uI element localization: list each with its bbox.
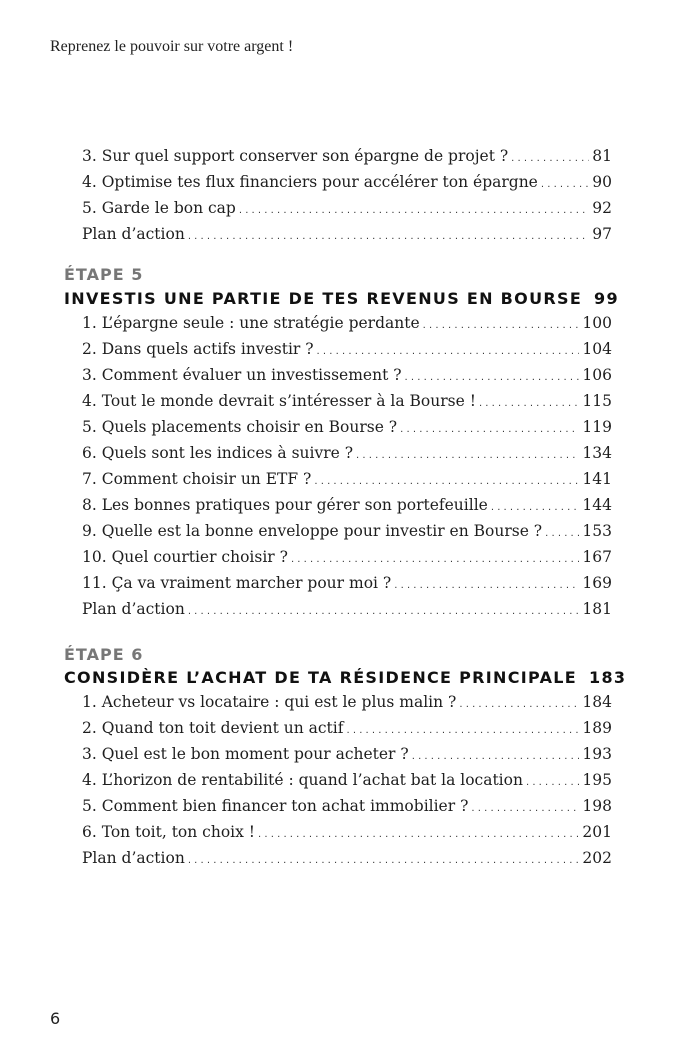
toc-entry-page: 195 — [582, 771, 612, 789]
leader-dots — [545, 528, 579, 539]
toc-entry-title: Plan d’action — [82, 849, 185, 867]
toc-entry[interactable] — [82, 444, 612, 470]
toc-entry[interactable] — [82, 522, 612, 548]
toc-entry[interactable] — [82, 199, 612, 225]
toc-entry[interactable] — [82, 849, 612, 875]
leader-dots — [291, 554, 579, 565]
leader-dots — [459, 699, 579, 710]
leader-dots — [526, 777, 579, 788]
leader-dots — [405, 372, 580, 383]
stage-5-label: ÉTAPE 5 — [64, 265, 144, 284]
toc-entry-page: 167 — [582, 548, 612, 566]
toc-entry-title: 5. Comment bien financer ton achat immobilier ? — [82, 797, 469, 815]
leader-dots — [479, 398, 579, 409]
toc-entry-title: 5. Quels placements choisir en Bourse ? — [82, 418, 398, 436]
toc-entry[interactable] — [82, 574, 612, 600]
toc-entry-page: 115 — [582, 392, 612, 410]
toc-entry[interactable] — [82, 548, 612, 574]
leader-dots — [412, 751, 580, 762]
toc-entry-page: 134 — [582, 444, 612, 462]
running-header: Reprenez le pouvoir sur votre argent ! — [50, 38, 294, 55]
leader-dots — [188, 855, 580, 866]
stage-6-title[interactable] — [64, 668, 627, 687]
toc-entry[interactable] — [82, 823, 612, 849]
toc-entry[interactable] — [82, 745, 612, 771]
toc-entry-page: 104 — [582, 340, 612, 358]
leader-dots — [394, 580, 579, 591]
leader-dots — [423, 320, 580, 331]
leader-dots — [541, 179, 589, 190]
stage-6-title-text: CONSIDÈRE L’ACHAT DE TA RÉSIDENCE PRINCIPALE — [64, 668, 578, 687]
toc-entry-title: 3. Quel est le bon moment pour acheter ? — [82, 745, 409, 763]
leader-dots — [317, 346, 580, 357]
page-number: 6 — [50, 1009, 61, 1028]
toc-entry-title: 11. Ça va vraiment marcher pour moi ? — [82, 574, 392, 592]
leader-dots — [239, 205, 589, 216]
leader-dots — [356, 450, 579, 461]
toc-entry-title: 6. Ton toit, ton choix ! — [82, 823, 256, 841]
toc-entry-title: 2. Dans quels actifs investir ? — [82, 340, 314, 358]
toc-entry-title: 9. Quelle est la bonne enveloppe pour investir en Bourse ? — [82, 522, 543, 540]
leader-dots — [491, 502, 580, 513]
toc-entry-page: 181 — [582, 600, 612, 618]
stage-6-page: 183 — [589, 668, 627, 687]
toc-entry[interactable] — [82, 600, 612, 626]
toc-entry-page: 184 — [582, 693, 612, 711]
toc-entry[interactable] — [82, 147, 612, 173]
toc-entry-title: 8. Les bonnes pratiques pour gérer son portefeuille — [82, 496, 488, 514]
toc-entry-page: 100 — [582, 314, 612, 332]
toc-entry[interactable] — [82, 496, 612, 522]
leader-dots — [400, 424, 579, 435]
toc-entry-title: Plan d’action — [82, 225, 185, 243]
toc-entry[interactable] — [82, 225, 612, 251]
toc-entry-title: 7. Comment choisir un ETF ? — [82, 470, 312, 488]
toc-entry-page: 198 — [582, 797, 612, 815]
toc-entry[interactable] — [82, 693, 612, 719]
toc-entry[interactable] — [82, 340, 612, 366]
toc-entry-page: 189 — [582, 719, 612, 737]
toc-entry-page: 81 — [592, 147, 612, 165]
toc-entry-page: 106 — [582, 366, 612, 384]
toc-entry-title: 5. Garde le bon cap — [82, 199, 236, 217]
leader-dots — [258, 829, 579, 840]
toc-entry-title: 4. Tout le monde devrait s’intéresser à la Bourse ! — [82, 392, 476, 410]
toc-entry-page: 169 — [582, 574, 612, 592]
leader-dots — [346, 725, 579, 736]
toc-entry-page: 193 — [582, 745, 612, 763]
toc-entry-page: 144 — [582, 496, 612, 514]
stage-5-page: 99 — [594, 289, 619, 308]
toc-entry[interactable] — [82, 392, 612, 418]
stage-5-title[interactable] — [64, 289, 619, 308]
toc-entry-title: 2. Quand ton toit devient un actif — [82, 719, 344, 737]
toc-entry-page: 153 — [582, 522, 612, 540]
toc-entry-title: 1. L’épargne seule : une stratégie perdante — [82, 314, 420, 332]
leader-dots — [314, 476, 579, 487]
toc-entry[interactable] — [82, 470, 612, 496]
toc-entry[interactable] — [82, 173, 612, 199]
toc-entry-title: 3. Sur quel support conserver son épargne de projet ? — [82, 147, 509, 165]
toc-entry-page: 92 — [592, 199, 612, 217]
toc-entry-title: Plan d’action — [82, 600, 185, 618]
toc-entry-title: 3. Comment évaluer un investissement ? — [82, 366, 402, 384]
toc-entry[interactable] — [82, 314, 612, 340]
toc-entry-page: 90 — [592, 173, 612, 191]
toc-entry-page: 202 — [582, 849, 612, 867]
toc-entry[interactable] — [82, 797, 612, 823]
toc-entry[interactable] — [82, 771, 612, 797]
toc-entry[interactable] — [82, 418, 612, 444]
toc-entry-page: 141 — [582, 470, 612, 488]
leader-dots — [511, 153, 589, 164]
toc-entry-page: 97 — [592, 225, 612, 243]
toc-entry-title: 4. L’horizon de rentabilité : quand l’achat bat la location — [82, 771, 523, 789]
toc-entry-title: 4. Optimise tes flux financiers pour accélérer ton épargne — [82, 173, 538, 191]
leader-dots — [471, 803, 579, 814]
toc-entry-page: 119 — [582, 418, 612, 436]
toc-entry-title: 6. Quels sont les indices à suivre ? — [82, 444, 354, 462]
toc-entry[interactable] — [82, 719, 612, 745]
leader-dots — [188, 231, 589, 242]
leader-dots — [188, 606, 580, 617]
stage-6-label: ÉTAPE 6 — [64, 645, 144, 664]
stage-5-title-text: INVESTIS UNE PARTIE DE TES REVENUS EN BOURSE — [64, 289, 583, 308]
toc-entry-title: 10. Quel courtier choisir ? — [82, 548, 288, 566]
toc-entry-page: 201 — [582, 823, 612, 841]
toc-entry-title: 1. Acheteur vs locataire : qui est le plus malin ? — [82, 693, 457, 711]
toc-entry[interactable] — [82, 366, 612, 392]
